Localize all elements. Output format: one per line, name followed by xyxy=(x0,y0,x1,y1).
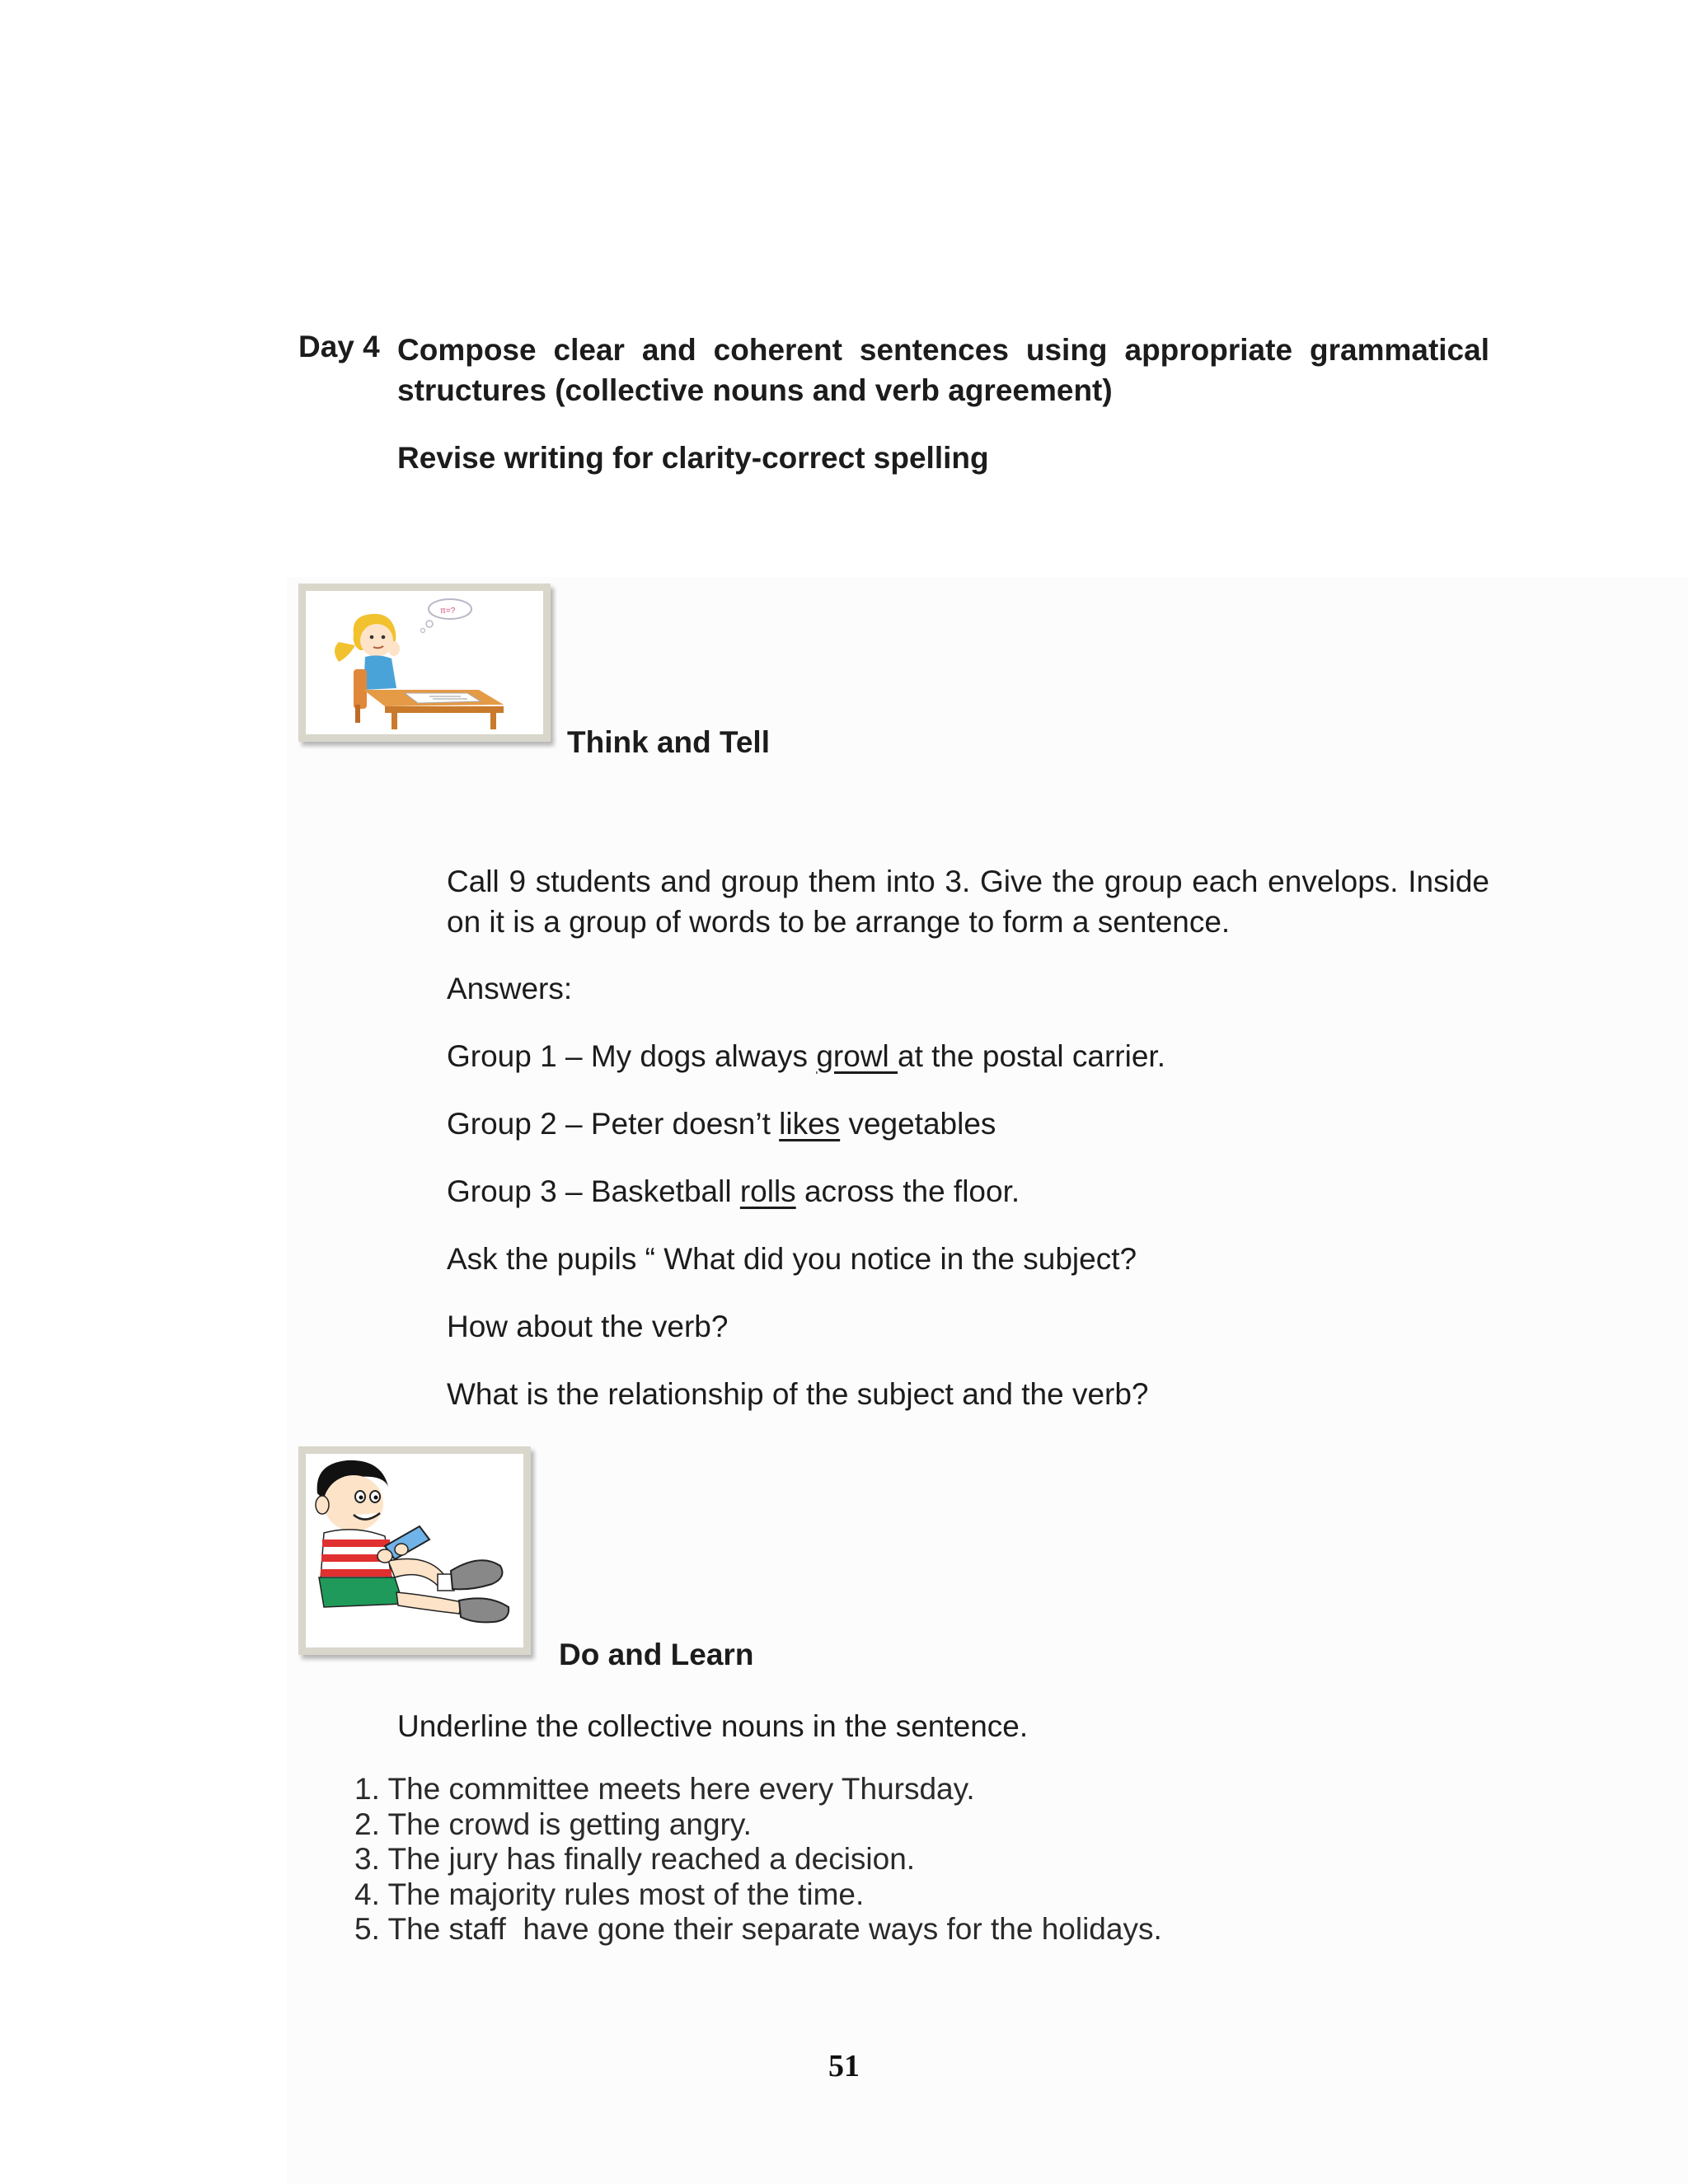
do-and-learn-title: Do and Learn xyxy=(559,1638,754,1671)
question-subject: Ask the pupils “ What did you notice in the subject? xyxy=(447,1242,1137,1276)
answer-text: Group 1 – My dogs always xyxy=(447,1039,817,1073)
list-item: 5. The staff have gone their separate ways for the holidays. xyxy=(354,1912,1162,1946)
answer-text: Group 3 – Basketball xyxy=(447,1174,740,1208)
girl-thinking-at-desk-icon xyxy=(298,583,551,742)
answer-group-3 xyxy=(447,1171,1020,1212)
list-item: 4. The majority rules most of the time. xyxy=(354,1877,865,1911)
sentence-list xyxy=(354,1772,1162,1947)
answers-label: Answers: xyxy=(447,972,573,1005)
question-verb: How about the verb? xyxy=(447,1310,729,1343)
underlined-verb: growl xyxy=(816,1039,898,1073)
answer-text: across the floor. xyxy=(795,1174,1020,1208)
lesson-objective: Compose clear and coherent sentences using appropriate grammatical structures (collective nouns and verb agreement) xyxy=(397,333,1489,407)
boy-reading-book-icon xyxy=(298,1446,531,1655)
svg-text:π=?: π=? xyxy=(440,607,456,616)
think-and-tell-instruction: Call 9 students and group them into 3. Give the group each envelops. Inside on it is a group of words to be arrange to form a sentence. xyxy=(447,865,1489,939)
do-and-learn-instruction: Underline the collective nouns in the sentence. xyxy=(397,1709,1029,1743)
list-item: 3. The jury has finally reached a decision. xyxy=(354,1842,916,1876)
list-item: 2. The crowd is getting angry. xyxy=(354,1807,752,1841)
day-label: Day 4 xyxy=(298,330,380,363)
answer-group-1 xyxy=(447,1036,1165,1076)
page-number: 51 xyxy=(828,2049,860,2083)
think-and-tell-title: Think and Tell xyxy=(567,725,770,759)
answer-text: vegetables xyxy=(840,1107,996,1141)
question-relationship: What is the relationship of the subject and the verb? xyxy=(447,1377,1149,1411)
lesson-objective-revise: Revise writing for clarity-correct spelling xyxy=(397,441,989,475)
underlined-verb: likes xyxy=(779,1107,841,1141)
list-item: 1. The committee meets here every Thursday. xyxy=(354,1772,975,1806)
answer-group-2 xyxy=(447,1104,996,1144)
answer-text: Group 2 – Peter doesn’t xyxy=(447,1107,780,1141)
underlined-verb: rolls xyxy=(739,1174,796,1208)
answer-text: at the postal carrier. xyxy=(898,1039,1165,1073)
